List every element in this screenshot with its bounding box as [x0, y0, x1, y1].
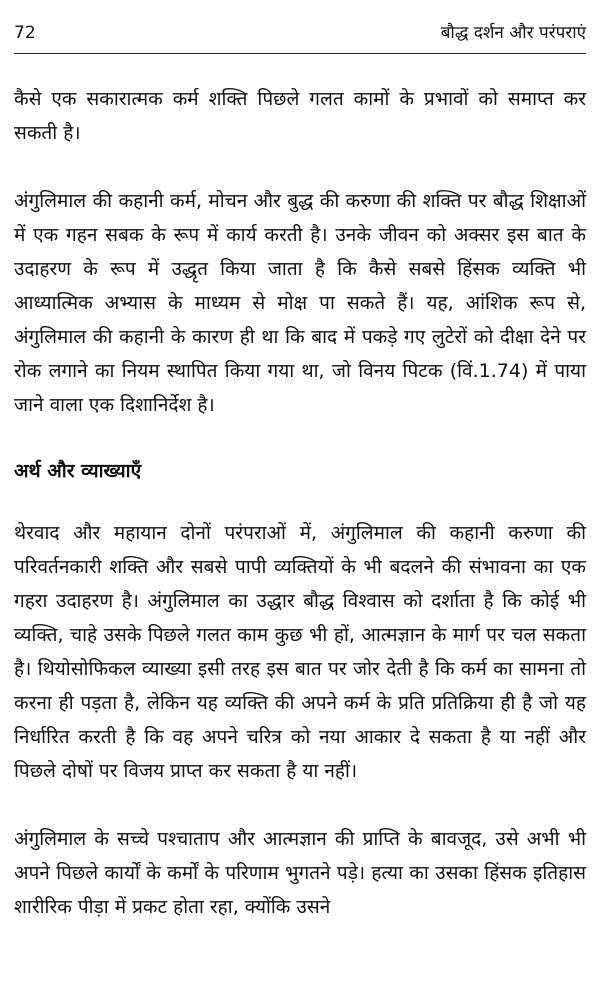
section-heading: अर्थ और व्याख्याएँ	[14, 460, 142, 482]
header-rule	[14, 53, 586, 54]
page-number: 72	[14, 23, 36, 43]
paragraph-1: कैसे एक सकारात्मक कर्म शक्ति पिछले गलत कामों के प्रभावों को समाप्त कर सकती है।	[14, 88, 586, 144]
page-header	[14, 22, 586, 52]
paragraph-2: अंगुलिमाल की कहानी कर्म, मोचन और बुद्ध की करुणा की शक्ति पर बौद्ध शिक्षाओं में एक गहन सबक के रूप में कार्य करती है। उनके जीवन को अक्सर इस बात के उदाहरण के रूप में उद्धृत किया जाता है कि कैसे सबसे हिंसक व्यक्ति भी आध्यात्मिक अभ्यास के माध्यम से मोक्ष पा सकते हैं। यह, आंशिक रूप से, अंगुलिमाल की कहानी के कारण ही था कि बाद में पकड़े गए लुटेरों को दीक्षा देने पर रोक लगाने का नियम स्थापित किया गया था, जो विनय पिटक (विं.1.74) में पाया जाने वाला एक दिशानिर्देश है।	[14, 190, 586, 416]
running-title: बौद्ध दर्शन और परंपराएं	[440, 23, 586, 43]
paragraph-4: अंगुलिमाल के सच्चे पश्चाताप और आत्मज्ञान की प्राप्ति के बावजूद, उसे अभी भी अपने पिछले कार्यों के कर्मों के परिणाम भुगतने पड़े। हत्या का उसका हिंसक इतिहास शारीरिक पीड़ा में प्रकट होता रहा, क्योंकि उसने	[14, 828, 586, 918]
page-body	[14, 82, 586, 958]
paragraph-3: थेरवाद और महायान दोनों परंपराओं में, अंगुलिमाल की कहानी करुणा की परिवर्तनकारी शक्ति और सबसे पापी व्यक्तियों के भी बदलने की संभावना का एक गहरा उदाहरण है। अंगुलिमाल का उद्धार बौद्ध विश्वास को दर्शाता है कि कोई भी व्यक्ति, चाहे उसके पिछले गलत काम कुछ भी हों, आत्मज्ञान के मार्ग पर चल सकता है। थियोसोफिकल व्याख्या इसी तरह इस बात पर जोर देती है कि कर्म का सामना तो करना ही पड़ता है, लेकिन यह व्यक्ति की अपने कर्म के प्रति प्रतिक्रिया ही है जो यह निर्धारित करती है कि वह अपने चरित्र को नया आकार दे सकता है या नहीं और पिछले दोषों पर विजय प्राप्त कर सकता है या नहीं।	[14, 522, 586, 782]
